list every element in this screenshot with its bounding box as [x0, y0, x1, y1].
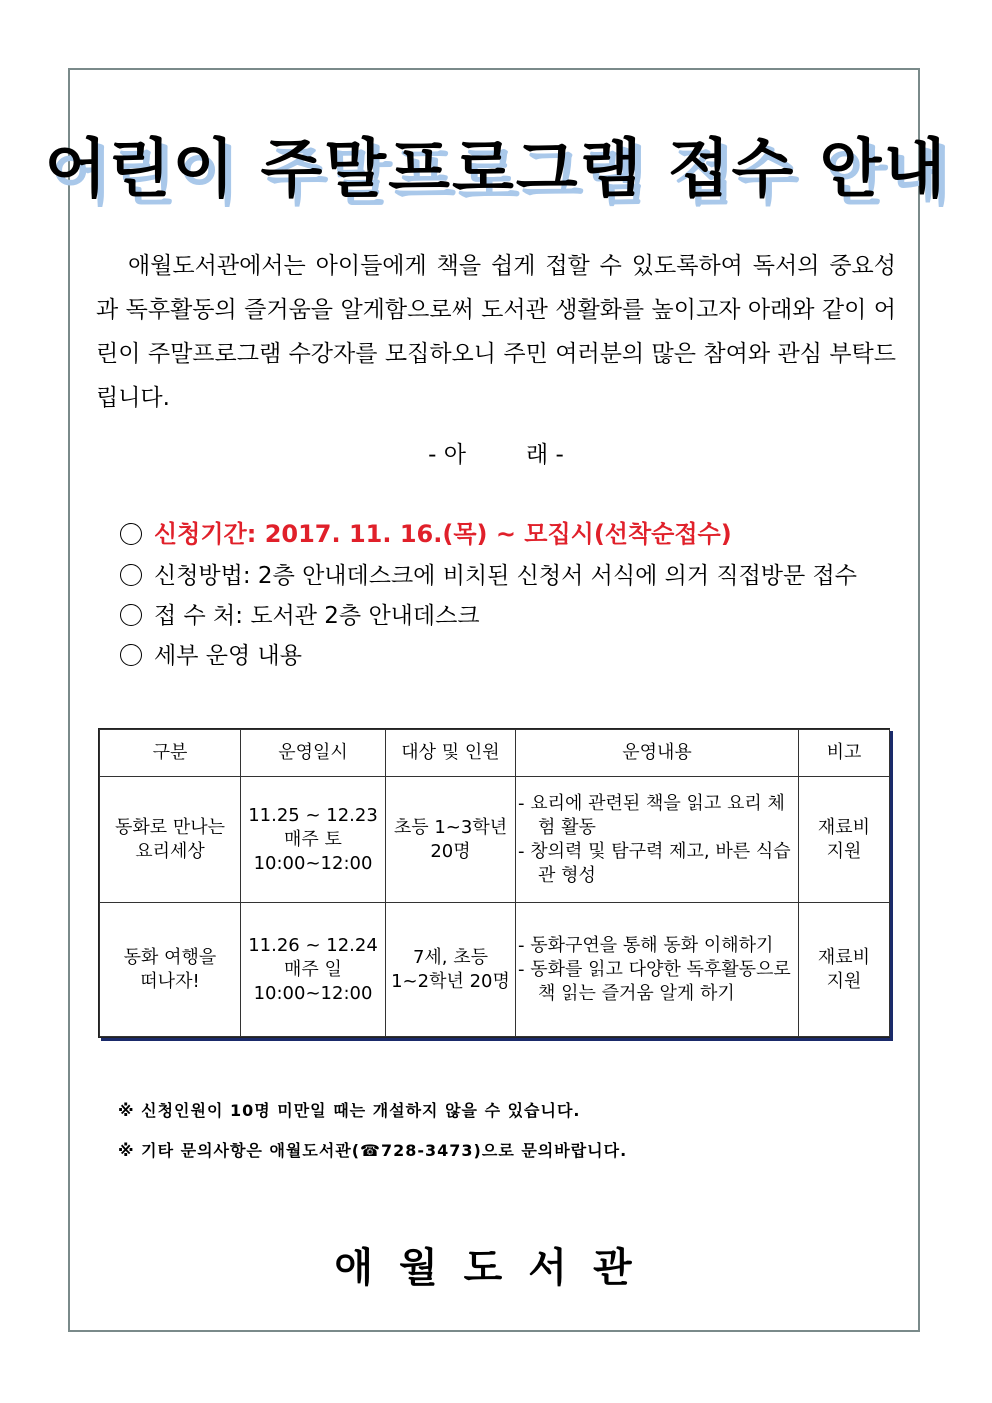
header-schedule: 운영일시 — [241, 730, 386, 777]
ahrae-right: 래 - — [526, 442, 564, 468]
cell-note: 재료비 지원 — [799, 903, 890, 1037]
cell-content: - 요리에 관련된 책을 읽고 요리 체험 활동 - 창의력 및 탐구력 제고, 바른 식습관 형성 — [516, 777, 799, 903]
title-area — [0, 118, 992, 210]
header-note: 비고 — [799, 730, 890, 777]
table-header-row — [100, 730, 890, 777]
cell-name: 동화 여행을 떠나자! — [100, 903, 241, 1037]
signature: 애월도서관 — [334, 1245, 658, 1291]
program-table-wrapper — [98, 728, 890, 1038]
intro-paragraph — [96, 244, 896, 420]
note-minimum: ※ 신청인원이 10명 미만일 때는 개설하지 않을 수 있습니다. — [118, 1101, 581, 1120]
cell-name: 동화로 만나는 요리세상 — [100, 777, 241, 903]
cell-schedule: 11.26 ~ 12.24 매주 일 10:00~12:00 — [241, 903, 386, 1037]
note-contact: ※ 기타 문의사항은 애월도서관(☎728-3473)으로 문의바랍니다. — [118, 1141, 628, 1160]
info-list — [120, 512, 920, 676]
header-content: 운영내용 — [516, 730, 799, 777]
ahrae-left: - 아 — [428, 442, 466, 468]
program-table — [99, 729, 890, 1037]
intro-text: 애월도서관에서는 아이들에게 책을 쉽게 접할 수 있도록하여 독서의 중요성과 독후활동의 즐거움을 알게함으로써 도서관 생활화를 높이고자 아래와 같이 어린이 주말프로그램 수강자를 모집하오니 주민 여러분의 많은 참여와 관심 부탁드립니다. — [96, 253, 896, 411]
cell-target: 초등 1~3학년 20명 — [386, 777, 516, 903]
table-row — [100, 903, 890, 1037]
ahrae-heading — [0, 436, 992, 469]
page-title: 어린이 주말프로그램 접수 안내 — [44, 133, 948, 207]
circle-icon — [120, 604, 142, 626]
circle-icon — [120, 523, 142, 545]
cell-content: - 동화구연을 통해 동화 이해하기 - 동화를 읽고 다양한 독후활동으로 책 읽는 즐거움 알게 하기 — [516, 903, 799, 1037]
cell-schedule: 11.25 ~ 12.23 매주 토 10:00~12:00 — [241, 777, 386, 903]
info-item-details: 세부 운영 내용 — [120, 636, 920, 676]
cell-target: 7세, 초등 1~2학년 20명 — [386, 903, 516, 1037]
circle-icon — [120, 564, 142, 586]
header-category: 구분 — [100, 730, 241, 777]
header-target: 대상 및 인원 — [386, 730, 516, 777]
info-item-period: 신청기간: 2017. 11. 16.(목) ~ 모집시(선착순접수) — [120, 512, 920, 556]
circle-icon — [120, 644, 142, 666]
info-item-place: 접 수 처: 도서관 2층 안내데스크 — [120, 596, 920, 636]
table-row — [100, 777, 890, 903]
info-item-method: 신청방법: 2층 안내데스크에 비치된 신청서 서식에 의거 직접방문 접수 — [120, 556, 920, 596]
cell-note: 재료비 지원 — [799, 777, 890, 903]
